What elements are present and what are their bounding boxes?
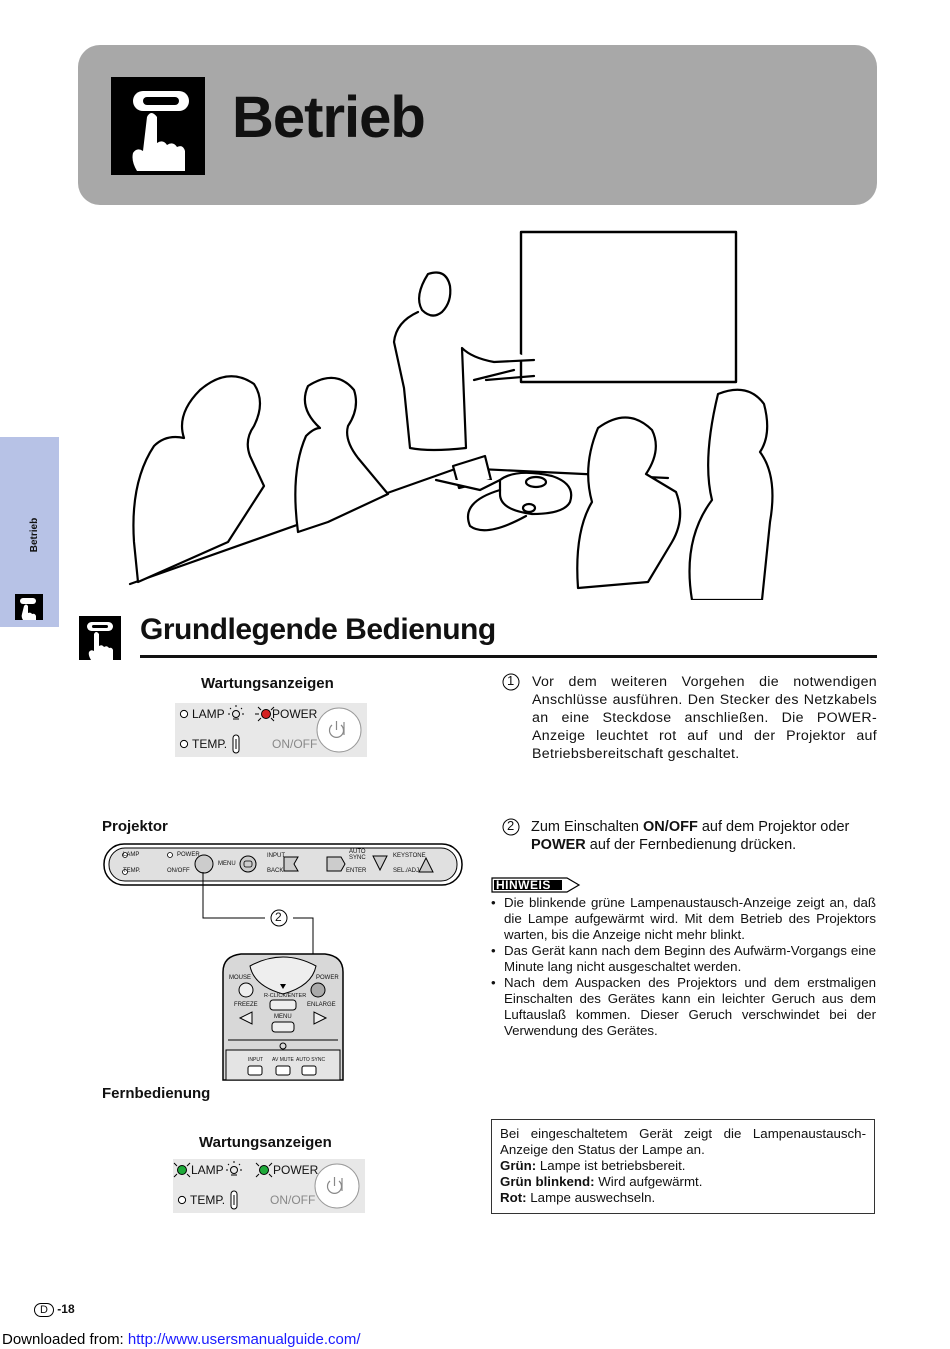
note-item: • Das Gerät kann nach dem Beginn des Aufwärm-Vorgangs eine Minute lang nicht ausgeschaltet werden.: [491, 943, 876, 975]
lamp-icon: [226, 1161, 242, 1175]
temp-label: TEMP.: [190, 1193, 226, 1207]
step-number: 1: [507, 673, 515, 688]
info-intro: Bei eingeschaltetem Gerät zeigt die Lampenaustausch-Anzeige den Status der Lampe an.: [500, 1126, 866, 1157]
panel-seladj-label: SEL./ADJ.: [393, 868, 421, 874]
note-list: [491, 895, 876, 1039]
auto-sync-button-graphic: [327, 857, 345, 871]
power-button-graphic: [311, 983, 325, 997]
step-2-power: POWER: [531, 837, 586, 853]
hand-pointer-icon: [79, 616, 121, 660]
info-row-text: Lampe auswechseln.: [526, 1190, 656, 1205]
panel-onoff-label: ON/OFF: [167, 868, 190, 874]
page-title: Betrieb: [232, 85, 425, 150]
step-2-text-a: Zum Einschalten: [531, 819, 644, 835]
download-link[interactable]: http://www.usersmanualguide.com/: [127, 1331, 361, 1348]
temp-indicator-led: [180, 740, 187, 747]
info-row-label: Grün blinkend:: [500, 1174, 595, 1189]
note-item: • Die blinkende grüne Lampenaustausch-Anzeige zeigt an, daß die Lampe aufgewärmt wird. Mit dem Betrieb des Projektors warten, bis die Anzeige nicht mehr blinkt.: [491, 895, 876, 943]
remote-rclick-label: R-CLICK/ENTER: [264, 993, 307, 999]
remote-label: Fernbedienung: [102, 1085, 211, 1102]
panel-enter-label: ENTER: [346, 868, 367, 874]
indicators-heading: Wartungsanzeigen: [201, 675, 334, 692]
power-label: POWER: [272, 707, 318, 721]
side-tab-label: Betrieb: [29, 517, 40, 553]
step-2-text-c: auf der Fernbedienung drücken.: [585, 837, 797, 853]
info-row-label: Grün:: [500, 1158, 537, 1173]
note-item: • Nach dem Auspacken des Projektors und dem erstmaligen Einschalten des Gerätes kann ein leichter Geruch aus dem Luftauslaß kommen. Dieser Geruch verschwindet bei der Verwendung des Gerätes.: [491, 975, 876, 1039]
info-row-label: Rot:: [500, 1190, 527, 1205]
panel-auto-label: AUTO: [349, 849, 366, 855]
page-letter: D: [34, 1303, 54, 1317]
download-prefix: Downloaded from:: [2, 1331, 128, 1348]
power-button-graphic: [317, 708, 361, 752]
page-number-value: -18: [57, 1302, 75, 1316]
panel-menu-label: MENU: [218, 861, 236, 867]
callout-number: 2: [275, 910, 282, 924]
download-credit: [2, 1331, 361, 1348]
onoff-label: ON/OFF: [270, 1193, 316, 1207]
step-number: 2: [507, 818, 515, 833]
remote-power-label: POWER: [316, 975, 339, 981]
info-row-text: Wird aufgewärmt.: [594, 1174, 703, 1189]
panel-sync-label: SYNC: [349, 855, 366, 861]
lamp-icon: [228, 705, 244, 719]
lamp-label: LAMP: [191, 1163, 224, 1177]
remote-avmute-label: AV MUTE: [272, 1057, 294, 1063]
indicator-panel: [173, 1159, 365, 1213]
lamp-indicator-led: [180, 710, 187, 717]
panel-lamp-label: LAMP: [123, 852, 140, 858]
av-mute-button-graphic: [276, 1066, 290, 1075]
power-indicator-led: [262, 710, 271, 719]
note-badge-label: HINWEIS: [496, 878, 551, 892]
section-divider: [140, 655, 877, 658]
remote-freeze-label: FREEZE: [234, 1002, 258, 1008]
remote-control-illustration: [220, 952, 346, 1082]
info-row: [500, 1190, 866, 1206]
panel-back-label: BACK: [267, 868, 284, 874]
step-2-off: OFF: [668, 819, 698, 835]
step-2-text-b: auf dem Projektor oder: [697, 819, 850, 835]
remote-autosync-label: AUTO SYNC: [296, 1057, 326, 1063]
panel-keystone-label: KEYSTONE: [393, 853, 426, 859]
remote-menu-label: MENU: [274, 1014, 292, 1020]
temp-indicator-led: [178, 1196, 185, 1203]
panel-power-label: POWER: [177, 852, 200, 858]
lamp-label: LAMP: [192, 707, 225, 721]
power-label: POWER: [273, 1163, 319, 1177]
panel-temp-label: TEMP.: [123, 868, 141, 874]
step-2-sep: /: [664, 819, 669, 835]
lamp-status-info-box: [491, 1119, 875, 1214]
info-row: [500, 1158, 866, 1174]
page-number: [34, 1302, 75, 1317]
input-button-graphic: [248, 1066, 262, 1075]
onoff-label: ON/OFF: [272, 737, 318, 751]
indicator-panel: [175, 703, 367, 757]
meeting-illustration: [128, 228, 778, 600]
remote-enlarge-label: ENLARGE: [307, 1002, 336, 1008]
auto-sync-button-graphic: [302, 1066, 316, 1075]
step-2-text: [531, 818, 877, 854]
mouse-button-graphic: [239, 983, 253, 997]
info-row-text: Lampe ist betriebsbereit.: [536, 1158, 686, 1173]
hand-pointer-icon: [111, 77, 205, 175]
menu-button-graphic: [272, 1022, 294, 1032]
rclick-enter-button-graphic: [270, 1000, 296, 1010]
step-1-text: Vor dem weiteren Vorgehen die notwendigen Anschlüsse ausführen. Den Stecker des Netzkabels an eine Steckdose anschließen. Die POWER-Anzeige leuchtet rot auf und der Projektor auf Betriebsbereitschaft geschaltet.: [532, 674, 877, 762]
power-button-graphic: [315, 1164, 359, 1208]
power-indicator-led: [260, 1166, 269, 1175]
remote-mouse-label: MOUSE: [229, 975, 252, 981]
lamp-indicator-led: [178, 1166, 187, 1175]
projector-label: Projektor: [102, 818, 168, 835]
temp-label: TEMP.: [192, 737, 228, 751]
indicators-heading: Wartungsanzeigen: [199, 1134, 332, 1151]
panel-input-label: INPUT: [267, 853, 285, 859]
info-row: [500, 1174, 866, 1190]
hand-pointer-icon: [15, 594, 43, 620]
section-title: Grundlegende Bedienung: [140, 613, 496, 646]
note-badge: [491, 877, 581, 893]
step-2-on: ON: [643, 819, 665, 835]
remote-input-label: INPUT: [248, 1057, 263, 1063]
